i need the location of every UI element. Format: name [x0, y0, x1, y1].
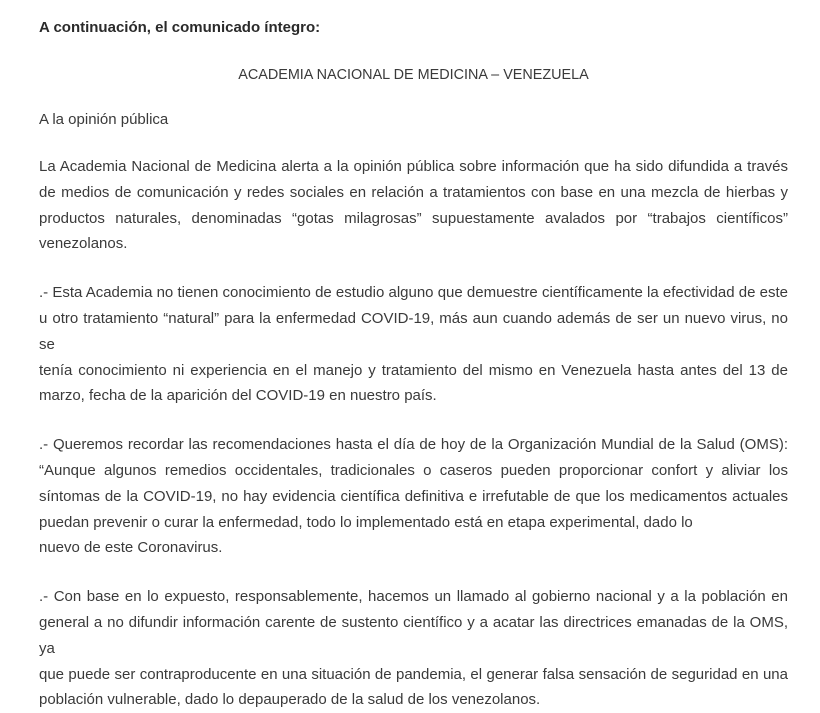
paragraph-3 [39, 432, 788, 561]
paragraph-line: tenía conocimiento ni experiencia en el manejo y tratamiento del mismo en Venezuela hasta antes del 13 de [39, 361, 788, 379]
paragraph-line: marzo, fecha de la aparición del COVID-19 en nuestro país. [39, 387, 437, 405]
paragraph-line: venezolanos. [39, 235, 128, 253]
paragraph-line: puedan prevenir o curar la enfermedad, todo lo implementado está en etapa experimental, dado lo [39, 513, 693, 531]
paragraph-1 [39, 154, 788, 257]
paragraph-line: u otro tratamiento “natural” para la enfermedad COVID-19, más aun cuando además de ser un nuevo virus, no se [39, 309, 788, 353]
paragraph-line: La Academia Nacional de Medicina alerta a la opinión pública sobre información que ha sido difundida a través [39, 158, 788, 175]
paragraph-line: general a no difundir información carente de sustento científico y a acatar las directrices emanadas de la OMS, ya [39, 613, 788, 657]
intro-text: A continuación, el comunicado íntegro: [39, 19, 321, 36]
salutation: A la opinión pública [39, 111, 169, 128]
paragraph-2 [39, 280, 788, 409]
paragraph-line: población vulnerable, dado lo depauperado de la salud de los venezolanos. [39, 691, 541, 709]
paragraph-line: .- Queremos recordar las recomendaciones hasta el día de hoy de la Organización Mundial de la Salud (OMS): [39, 436, 788, 454]
paragraph-line: de medios de comunicación y redes sociales en relación a tratamientos con base en una mezcla de hierbas y [39, 183, 788, 201]
paragraph-line: .- Con base en lo expuesto, responsablemente, hacemos un llamado al gobierno nacional y a la población en [39, 588, 788, 606]
paragraph-line: nuevo de este Coronavirus. [39, 539, 223, 557]
document-heading: ACADEMIA NACIONAL DE MEDICINA – VENEZUELA [238, 67, 589, 83]
paragraph-line: productos naturales, denominadas “gotas milagrosas” supuestamente avalados por “trabajos científicos” [39, 209, 788, 227]
paragraph-line: que puede ser contraproducente en una situación de pandemia, el generar falsa sensación de seguridad en una [39, 665, 788, 683]
paragraph-4 [39, 584, 788, 713]
paragraph-line: síntomas de la COVID-19, no hay evidencia científica definitiva e irrefutable de que los medicamentos actuales [39, 487, 788, 505]
paragraph-line: “Aunque algunos remedios occidentales, tradicionales o caseros pueden proporcionar confort y aliviar los [39, 461, 788, 479]
paragraph-line: .- Esta Academia no tienen conocimiento de estudio alguno que demuestre científicamente la efectividad de este [39, 284, 788, 302]
